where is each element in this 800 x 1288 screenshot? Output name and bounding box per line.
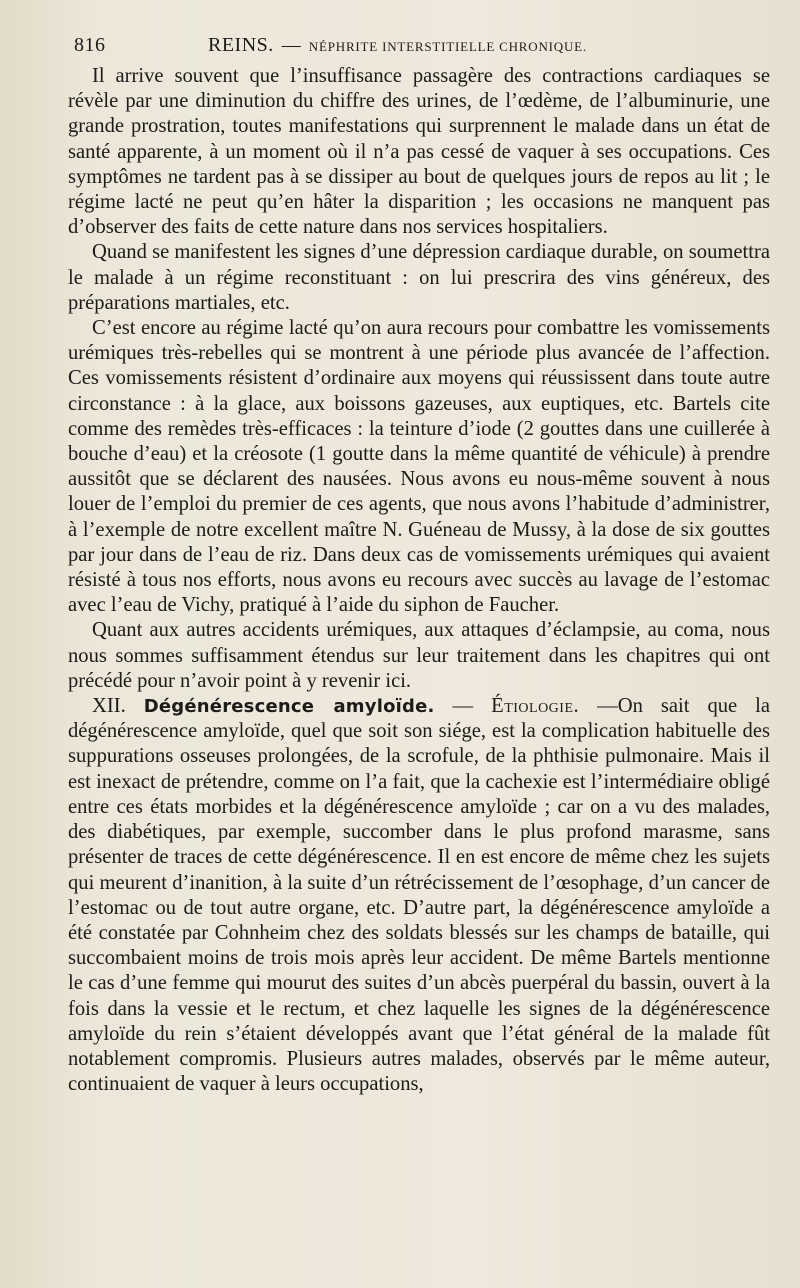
running-title-sub: NÉPHRITE INTERSTITIELLE CHRONIQUE. [308, 39, 587, 54]
paragraph: C’est encore au régime lacté qu’on aura recours pour combattre les vomissements urémiques très-rebelles qui se montrent à une période plus avancée de l’affection. Ces vomissements résistent d’ordinaire aux moyens qui réussissent dans toute autre circonstance : à la glace, aux boissons gazeuses, aux euptiques, etc. Bartels cite comme des remèdes très-efficaces : la teinture d’iode (2 gouttes dans une cuillerée à bouche d’eau) et la créosote (1 goutte dans la même quantité de véhicule) à prendre aussitôt que se déclarent des nausées. Nous avons eu nous-même souvent à nous louer de l’emploi du premier de ces agents, que nous avons l’habitude d’administrer, à l’exemple de notre excellent maître N. Guéneau de Mussy, à la dose de six gouttes par jour dans de l’eau de riz. Dans deux cas de vomissements urémiques qui avaient résisté à tous nos efforts, nous avons eu recours avec succès au lavage de l’estomac avec l’eau de Vichy, pratiqué à l’aide du siphon de Faucher. [68, 317, 770, 617]
running-title-dash: — [281, 35, 301, 56]
section-paragraph [68, 694, 770, 1097]
section-subheading: Étiologie. [491, 695, 580, 718]
section-title: Dégénérescence amyloïde. [143, 696, 435, 718]
section-dash: — [452, 695, 474, 718]
running-title [208, 34, 587, 57]
running-head [68, 28, 770, 64]
section-text: —On sait que la dégénérescence amyloïde, quel que soit son siége, est la complication habituelle des suppurations osseuses prolongées, de la scrofule, de la phthisie pulmonaire. Mais il est inexact de prétendre, comme on l’a fait, que la cachexie est l’intermédiaire obligé entre ces états morbides et la dégénérescence amyloïde ; car on a vu des malades, des diabétiques, par exemple, succomber dans le plus profond marasme, sans présenter de traces de cette dégénérescence. Il en est encore de même chez les sujets qui meurent d’inanition, à la suite d’un rétrécissement de l’œsophage, d’un cancer de l’estomac ou de tout autre organe, etc. D’autre part, la dégénérescence amyloïde a été constatée par Cohnheim chez des soldats blessés sur les champs de bataille, qui succombaient moins de trois mois après leur accident. De même Bartels mentionne le cas d’une femme qui mourut des suites d’un abcès puerpéral du bassin, ouvert à la fois dans la vessie et le rectum, et chez laquelle les signes de la dégénérescence amyloïde du rein s’étaient développés avant que l’état général de la malade fût notablement compromis. Plusieurs autres malades, observés par le même auteur, continuaient de vaquer à leurs occupations, [68, 695, 771, 1096]
paragraph: Quant aux autres accidents urémiques, aux attaques d’éclampsie, au coma, nous nous sommes suffisamment étendus sur leur traitement dans les chapitres qui ont précédé pour n’avoir point à y revenir ici. [68, 619, 770, 692]
paragraph: Quand se manifestent les signes d’une dépression cardiaque durable, on soumettra le malade à un régime reconstituant : on lui prescrira des vins généreux, des préparations martiales, etc. [68, 241, 770, 314]
body-text [68, 64, 770, 1097]
page-number: 816 [74, 34, 106, 56]
paragraph: Il arrive souvent que l’insuffisance passagère des contractions cardiaques se révèle par une diminution du chiffre des urines, de l’œdème, de l’albuminurie, une grande prostration, toutes manifestations qui surprennent le malade dans un état de santé apparente, à un moment où il n’a pas cessé de vaquer à ses occupations. Ces symptômes ne tardent pas à se dissiper au bout de quelques jours de repos au lit ; le régime lacté ne peut qu’en hâter la disparition ; les occasions ne manquent pas d’observer des faits de cette nature dans nos services hospitaliers. [68, 65, 770, 239]
section-number: XII. [92, 695, 126, 718]
running-title-main: REINS. [208, 34, 274, 56]
